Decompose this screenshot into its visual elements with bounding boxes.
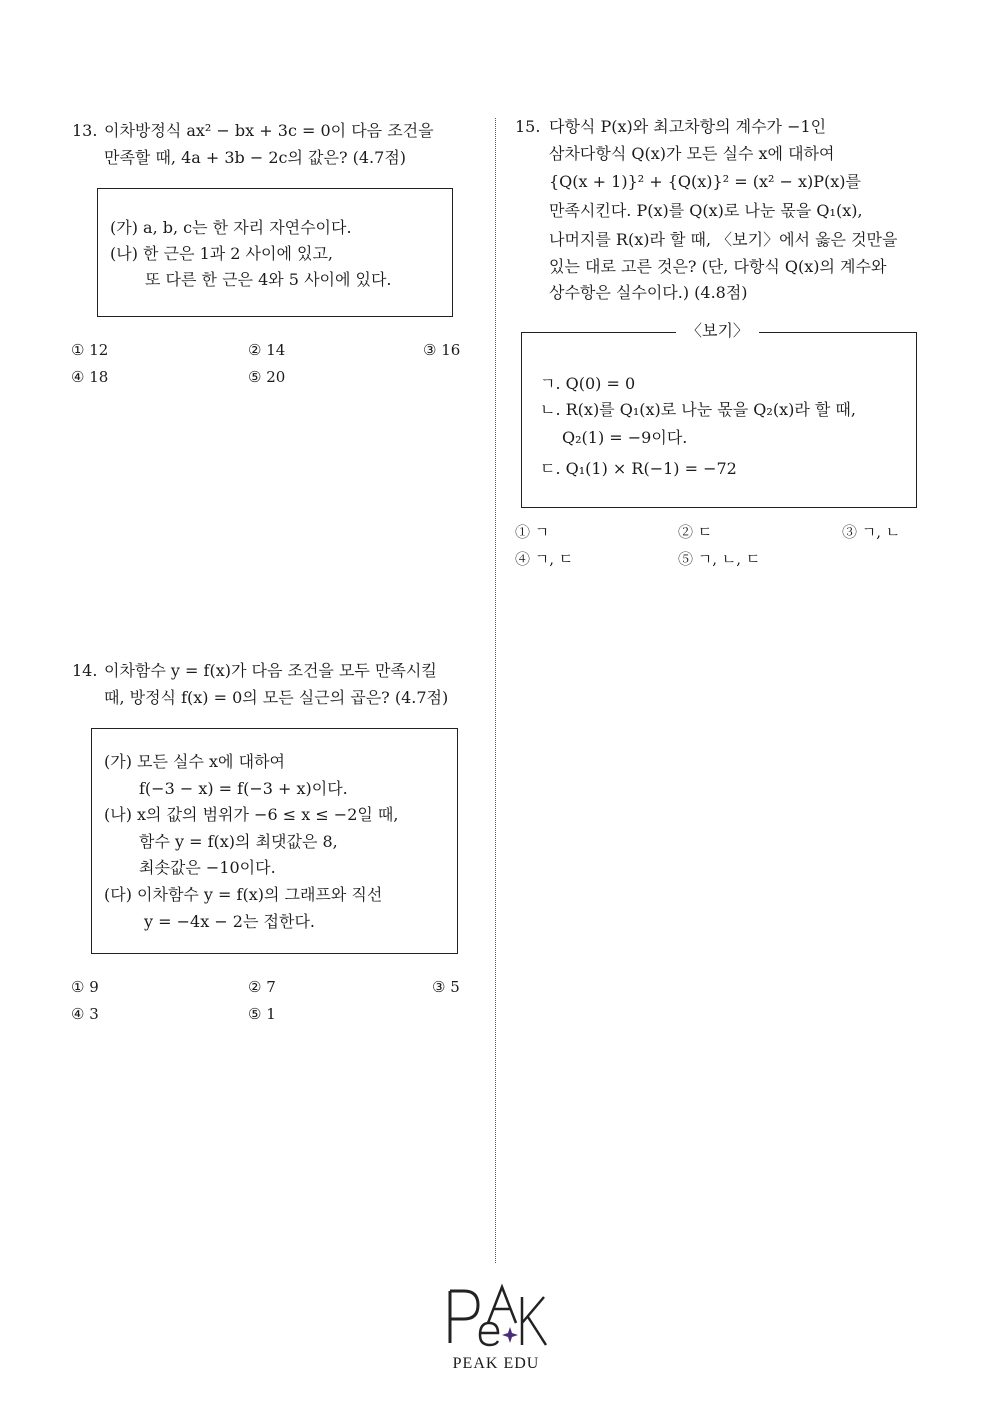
q15-stem-line6: 있는 대로 고른 것은? (단, 다항식 Q(x)의 계수와 bbox=[549, 257, 887, 276]
q14-choice-3[interactable]: ③ 5 bbox=[432, 978, 460, 996]
q15-stem-line4: 만족시킨다. P(x)를 Q(x)로 나눈 몫을 Q₁(x), bbox=[549, 201, 863, 220]
q14-choice-1[interactable]: ① 9 bbox=[71, 978, 99, 996]
q15-bogi-na-cont: Q₂(1) = −9이다. bbox=[562, 428, 688, 447]
q15-number: 15. bbox=[515, 117, 541, 136]
q15-choice-2[interactable]: ② ㄷ bbox=[678, 523, 713, 541]
q14-condition-ga: (가) 모든 실수 x에 대하여 bbox=[104, 752, 285, 771]
q13-choice-4[interactable]: ④ 18 bbox=[71, 368, 109, 386]
q14-condition-na: (나) x의 값의 범위가 −6 ≤ x ≤ −2일 때, bbox=[104, 805, 399, 824]
q14-condition-box bbox=[91, 728, 458, 954]
q13-choice-1[interactable]: ① 12 bbox=[71, 341, 109, 359]
q15-choice-3[interactable]: ③ ㄱ, ㄴ bbox=[842, 523, 901, 541]
peak-edu-text: PEAK EDU bbox=[452, 1355, 540, 1372]
q13-choice-5[interactable]: ⑤ 20 bbox=[248, 368, 286, 386]
q14-choice-5[interactable]: ⑤ 1 bbox=[248, 1005, 276, 1023]
q14-condition-na-cont1: 함수 y = f(x)의 최댓값은 8, bbox=[139, 832, 338, 851]
q15-bogi-ga: ㄱ. Q(0) = 0 bbox=[540, 374, 636, 393]
q15-bogi-box bbox=[521, 332, 917, 508]
q15-stem-line3: {Q(x + 1)}² + {Q(x)}² = (x² − x)P(x)를 bbox=[549, 172, 861, 191]
q13-condition-ga: (가) a, b, c는 한 자리 자연수이다. bbox=[110, 218, 352, 237]
q13-condition-na: (나) 한 근은 1과 2 사이에 있고, bbox=[110, 244, 334, 263]
q15-bogi-da: ㄷ. Q₁(1) × R(−1) = −72 bbox=[540, 459, 737, 478]
q15-choice-1[interactable]: ① ㄱ bbox=[515, 523, 550, 541]
q14-condition-ga-cont: f(−3 − x) = f(−3 + x)이다. bbox=[139, 779, 348, 798]
q15-stem-line5: 나머지를 R(x)라 할 때, 〈보기〉에서 옳은 것만을 bbox=[549, 230, 898, 249]
q14-number: 14. bbox=[72, 661, 98, 680]
q15-bogi-na: ㄴ. R(x)를 Q₁(x)로 나눈 몫을 Q₂(x)라 할 때, bbox=[540, 400, 856, 419]
peak-logo-mark-icon bbox=[440, 1283, 552, 1353]
q13-stem-line1: 이차방정식 ax² − bx + 3c = 0이 다음 조건을 bbox=[104, 121, 434, 140]
q14-condition-da: (다) 이차함수 y = f(x)의 그래프와 직선 bbox=[104, 885, 383, 904]
column-divider bbox=[495, 118, 496, 1263]
q13-choice-3[interactable]: ③ 16 bbox=[423, 341, 461, 359]
q15-choice-5[interactable]: ⑤ ㄱ, ㄴ, ㄷ bbox=[678, 550, 761, 568]
q14-stem-line1: 이차함수 y = f(x)가 다음 조건을 모두 만족시킬 bbox=[104, 661, 437, 680]
q13-number: 13. bbox=[72, 121, 98, 140]
q15-stem-line2: 삼차다항식 Q(x)가 모든 실수 x에 대하여 bbox=[549, 144, 835, 163]
q14-condition-na-cont2: 최솟값은 −10이다. bbox=[139, 858, 276, 877]
q13-condition-box bbox=[97, 188, 453, 317]
q14-condition-da-cont: y = −4x − 2는 접한다. bbox=[144, 912, 315, 931]
q13-choice-2[interactable]: ② 14 bbox=[248, 341, 286, 359]
q15-stem-line1: 다항식 P(x)와 최고차항의 계수가 −1인 bbox=[549, 117, 827, 136]
q15-bogi-title: 〈보기〉 bbox=[676, 320, 759, 342]
q14-choice-4[interactable]: ④ 3 bbox=[71, 1005, 99, 1023]
q14-stem-line2: 때, 방정식 f(x) = 0의 모든 실근의 곱은? (4.7점) bbox=[104, 688, 449, 707]
q13-stem-line2: 만족할 때, 4a + 3b − 2c의 값은? (4.7점) bbox=[104, 148, 407, 167]
q15-choice-4[interactable]: ④ ㄱ, ㄷ bbox=[515, 550, 574, 568]
q14-choice-2[interactable]: ② 7 bbox=[248, 978, 276, 996]
q15-stem-line7: 상수항은 실수이다.) (4.8점) bbox=[549, 283, 748, 302]
q13-condition-na-cont: 또 다른 한 근은 4와 5 사이에 있다. bbox=[145, 270, 392, 289]
peak-edu-logo bbox=[440, 1283, 552, 1373]
